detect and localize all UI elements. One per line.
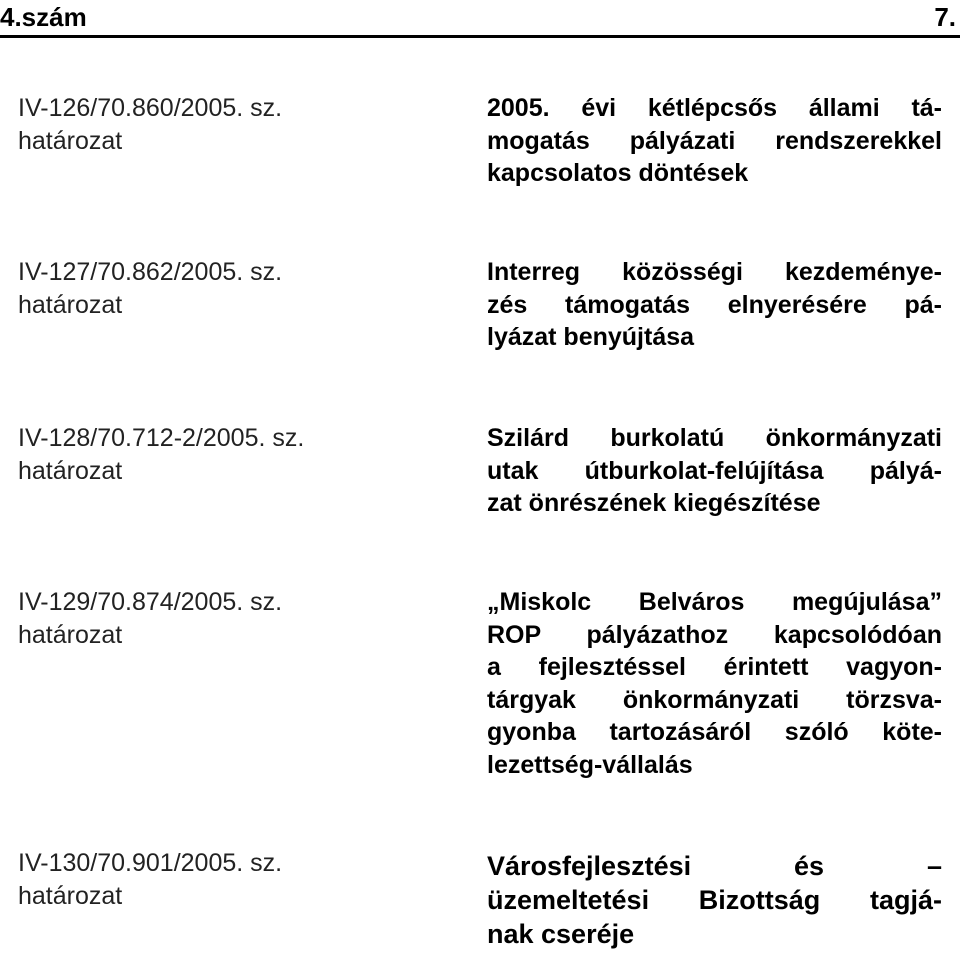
subject-line: zés támogatás elnyerésére pá-	[487, 290, 942, 319]
subject-line: zat önrészének kiegészítése	[487, 489, 821, 517]
subject-line: a fejlesztéssel érintett vagyon-	[487, 653, 942, 681]
subject-line: üzemeltetési Bizottság tagjá-	[487, 885, 942, 915]
subject-line: Városfejlesztési és –	[487, 851, 942, 881]
subject-line: gyonba tartozásáról szóló köte-	[487, 718, 942, 746]
reference-number: IV-130/70.901/2005. sz.	[18, 849, 283, 877]
page-header	[0, 0, 960, 34]
page-number: 7.	[934, 2, 956, 32]
subject-line: lezettség-vállalás	[487, 750, 693, 779]
subject-line: mogatás pályázati rendszerekkel	[487, 126, 942, 155]
subject-line: lyázat benyújtása	[487, 323, 695, 351]
subject-line: 2005. évi kétlépcsős állami tá-	[487, 94, 942, 122]
reference-type: határozat	[18, 291, 123, 319]
reference-number: IV-129/70.874/2005. sz.	[18, 588, 283, 616]
subject-line: Interreg közösségi kezdeménye-	[487, 258, 942, 286]
reference-type: határozat	[18, 882, 123, 910]
subject-line: Szilárd burkolatú önkormányzati	[487, 424, 942, 452]
issue-number: 4.szám	[0, 2, 87, 32]
resolution-reference	[18, 586, 398, 652]
resolution-subject	[487, 256, 942, 354]
subject-line: utak útburkolat-felújítása pályá-	[487, 456, 942, 485]
subject-line: „Miskolc Belváros megújulása”	[487, 588, 942, 616]
resolution-subject	[487, 849, 942, 951]
resolution-reference	[18, 422, 398, 488]
reference-number: IV-127/70.862/2005. sz.	[18, 258, 283, 286]
reference-number: IV-126/70.860/2005. sz.	[18, 94, 283, 122]
subject-line: kapcsolatos döntések	[487, 159, 749, 187]
reference-type: határozat	[18, 621, 123, 649]
resolution-reference	[18, 92, 398, 158]
resolution-reference	[18, 847, 398, 913]
subject-line: nak cseréje	[487, 919, 635, 949]
resolution-subject	[487, 422, 942, 520]
reference-type: határozat	[18, 127, 123, 155]
reference-number: IV-128/70.712-2/2005. sz.	[18, 424, 305, 452]
resolution-subject	[487, 92, 942, 190]
header-rule	[0, 35, 960, 38]
subject-line: ROP pályázathoz kapcsolódóan	[487, 620, 942, 649]
reference-type: határozat	[18, 457, 123, 485]
resolution-reference	[18, 256, 398, 322]
resolution-subject	[487, 586, 942, 781]
subject-line: tárgyak önkormányzati törzsva-	[487, 685, 942, 714]
